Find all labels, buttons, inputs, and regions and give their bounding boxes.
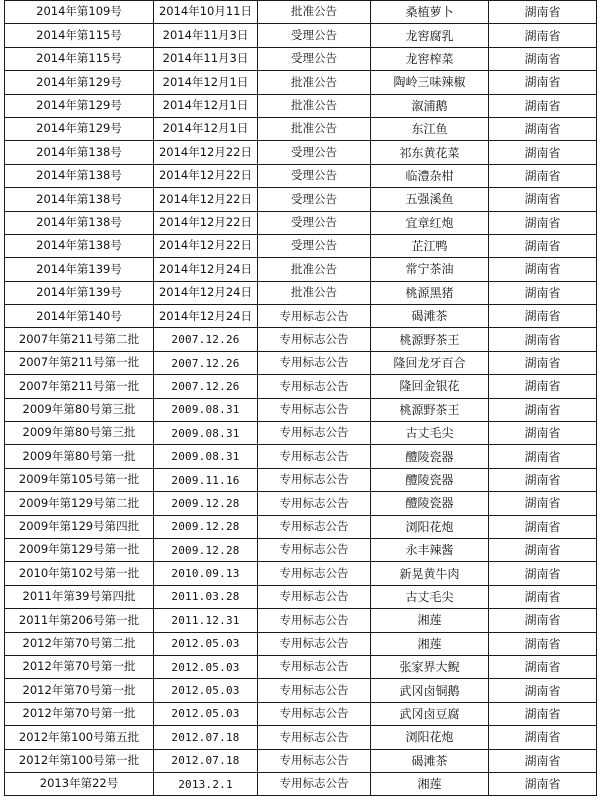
announcement-date-cell: 2014年10月11日 (154, 1, 258, 24)
table-row (5, 445, 597, 468)
province-cell: 湖南省 (489, 305, 597, 328)
announcement-number-cell: 2014年第115号 (5, 24, 154, 47)
announcement-type-cell: 批准公告 (258, 1, 371, 24)
table-row (5, 141, 597, 164)
announcement-type-cell: 专用标志公告 (258, 609, 371, 632)
province-cell: 湖南省 (489, 351, 597, 374)
announcement-date-cell: 2011.12.31 (154, 609, 258, 632)
province-cell: 湖南省 (489, 281, 597, 304)
table-row (5, 609, 597, 632)
product-name-cell: 古丈毛尖 (371, 422, 489, 445)
announcement-number-cell: 2014年第129号 (5, 71, 154, 94)
announcement-date-cell: 2010.09.13 (154, 562, 258, 585)
product-name-cell: 武冈卤豆腐 (371, 702, 489, 725)
announcement-type-cell: 专用标志公告 (258, 445, 371, 468)
announcement-type-cell: 专用标志公告 (258, 515, 371, 538)
announcement-date-cell: 2013.2.1 (154, 772, 258, 795)
province-cell: 湖南省 (489, 445, 597, 468)
table-row (5, 71, 597, 94)
announcement-type-cell: 专用标志公告 (258, 702, 371, 725)
announcement-number-cell: 2014年第140号 (5, 305, 154, 328)
product-name-cell: 湘莲 (371, 772, 489, 795)
product-name-cell: 浏阳花炮 (371, 726, 489, 749)
product-name-cell: 祁东黄花菜 (371, 141, 489, 164)
announcement-type-cell: 专用标志公告 (258, 468, 371, 491)
announcement-date-cell: 2014年12月22日 (154, 211, 258, 234)
announcement-date-cell: 2014年12月24日 (154, 281, 258, 304)
announcement-type-cell: 批准公告 (258, 94, 371, 117)
table-row (5, 117, 597, 140)
table-row (5, 562, 597, 585)
product-name-cell: 碣滩茶 (371, 749, 489, 772)
announcement-type-cell: 专用标志公告 (258, 422, 371, 445)
announcement-type-cell: 受理公告 (258, 141, 371, 164)
announcement-date-cell: 2007.12.26 (154, 375, 258, 398)
table-row (5, 305, 597, 328)
announcement-number-cell: 2009年第129号第一批 (5, 538, 154, 561)
announcement-number-cell: 2009年第80号第三批 (5, 422, 154, 445)
product-name-cell: 湘莲 (371, 632, 489, 655)
province-cell: 湖南省 (489, 141, 597, 164)
province-cell: 湖南省 (489, 515, 597, 538)
announcement-type-cell: 专用标志公告 (258, 655, 371, 678)
product-name-cell: 桃源野茶王 (371, 328, 489, 351)
announcement-number-cell: 2014年第139号 (5, 281, 154, 304)
province-cell: 湖南省 (489, 328, 597, 351)
province-cell: 湖南省 (489, 632, 597, 655)
announcement-type-cell: 批准公告 (258, 117, 371, 140)
table-row (5, 258, 597, 281)
announcement-number-cell: 2009年第105号第一批 (5, 468, 154, 491)
product-name-cell: 宜章红炮 (371, 211, 489, 234)
table-row (5, 1, 597, 24)
province-cell: 湖南省 (489, 94, 597, 117)
announcement-number-cell: 2010年第102号第一批 (5, 562, 154, 585)
product-name-cell: 临澧杂柑 (371, 164, 489, 187)
announcement-number-cell: 2014年第138号 (5, 141, 154, 164)
product-name-cell: 武冈卤铜鹅 (371, 679, 489, 702)
announcement-date-cell: 2009.11.16 (154, 468, 258, 491)
product-name-cell: 溆浦鹅 (371, 94, 489, 117)
province-cell: 湖南省 (489, 562, 597, 585)
announcement-number-cell: 2012年第70号第一批 (5, 655, 154, 678)
product-name-cell: 古丈毛尖 (371, 585, 489, 608)
province-cell: 湖南省 (489, 164, 597, 187)
province-cell: 湖南省 (489, 258, 597, 281)
province-cell: 湖南省 (489, 585, 597, 608)
announcement-type-cell: 批准公告 (258, 281, 371, 304)
announcement-type-cell: 专用标志公告 (258, 585, 371, 608)
province-cell: 湖南省 (489, 188, 597, 211)
product-name-cell: 五强溪鱼 (371, 188, 489, 211)
announcement-number-cell: 2009年第80号第三批 (5, 398, 154, 421)
product-name-cell: 隆回金银花 (371, 375, 489, 398)
table-row (5, 164, 597, 187)
table-row (5, 726, 597, 749)
announcement-number-cell: 2013年第22号 (5, 772, 154, 795)
announcement-date-cell: 2009.12.28 (154, 492, 258, 515)
announcement-table-body (5, 1, 597, 796)
table-row (5, 679, 597, 702)
announcement-date-cell: 2009.08.31 (154, 445, 258, 468)
province-cell: 湖南省 (489, 422, 597, 445)
table-row (5, 702, 597, 725)
table-row (5, 632, 597, 655)
table-row (5, 468, 597, 491)
announcement-date-cell: 2014年12月24日 (154, 258, 258, 281)
announcement-type-cell: 受理公告 (258, 47, 371, 70)
table-row (5, 492, 597, 515)
announcement-number-cell: 2009年第80号第一批 (5, 445, 154, 468)
product-name-cell: 醴陵瓷器 (371, 445, 489, 468)
product-name-cell: 隆回龙牙百合 (371, 351, 489, 374)
announcement-type-cell: 专用标志公告 (258, 562, 371, 585)
announcement-date-cell: 2014年12月22日 (154, 188, 258, 211)
province-cell: 湖南省 (489, 702, 597, 725)
announcement-number-cell: 2014年第138号 (5, 164, 154, 187)
province-cell: 湖南省 (489, 749, 597, 772)
announcement-number-cell: 2014年第115号 (5, 47, 154, 70)
announcement-type-cell: 专用标志公告 (258, 398, 371, 421)
announcement-date-cell: 2014年12月22日 (154, 164, 258, 187)
announcement-date-cell: 2012.05.03 (154, 679, 258, 702)
announcement-number-cell: 2012年第70号第一批 (5, 702, 154, 725)
announcement-type-cell: 专用标志公告 (258, 492, 371, 515)
announcement-type-cell: 专用标志公告 (258, 328, 371, 351)
announcement-date-cell: 2012.05.03 (154, 655, 258, 678)
announcement-number-cell: 2007年第211号第一批 (5, 351, 154, 374)
announcement-number-cell: 2014年第138号 (5, 211, 154, 234)
table-row (5, 375, 597, 398)
announcement-type-cell: 专用标志公告 (258, 351, 371, 374)
province-cell: 湖南省 (489, 679, 597, 702)
announcement-type-cell: 受理公告 (258, 234, 371, 257)
product-name-cell: 永丰辣酱 (371, 538, 489, 561)
announcement-number-cell: 2012年第70号第二批 (5, 632, 154, 655)
product-name-cell: 碣滩茶 (371, 305, 489, 328)
announcement-type-cell: 专用标志公告 (258, 632, 371, 655)
province-cell: 湖南省 (489, 609, 597, 632)
announcement-number-cell: 2014年第138号 (5, 234, 154, 257)
table-row (5, 422, 597, 445)
announcement-number-cell: 2014年第129号 (5, 117, 154, 140)
announcement-date-cell: 2014年12月22日 (154, 234, 258, 257)
table-row (5, 328, 597, 351)
product-name-cell: 湘莲 (371, 609, 489, 632)
announcement-date-cell: 2014年12月1日 (154, 71, 258, 94)
announcement-date-cell: 2012.07.18 (154, 726, 258, 749)
announcement-date-cell: 2014年12月1日 (154, 94, 258, 117)
table-row (5, 47, 597, 70)
announcement-type-cell: 受理公告 (258, 24, 371, 47)
table-row (5, 188, 597, 211)
announcement-number-cell: 2014年第129号 (5, 94, 154, 117)
announcement-date-cell: 2014年11月3日 (154, 24, 258, 47)
province-cell: 湖南省 (489, 71, 597, 94)
product-name-cell: 陶岭三味辣椒 (371, 71, 489, 94)
announcement-date-cell: 2014年12月1日 (154, 117, 258, 140)
announcement-date-cell: 2007.12.26 (154, 328, 258, 351)
product-name-cell: 醴陵瓷器 (371, 468, 489, 491)
product-name-cell: 新晃黄牛肉 (371, 562, 489, 585)
announcement-number-cell: 2011年第39号第四批 (5, 585, 154, 608)
province-cell: 湖南省 (489, 117, 597, 140)
product-name-cell: 醴陵瓷器 (371, 492, 489, 515)
announcement-number-cell: 2009年第129号第四批 (5, 515, 154, 538)
product-name-cell: 浏阳花炮 (371, 515, 489, 538)
product-name-cell: 龙窖腐乳 (371, 24, 489, 47)
announcement-date-cell: 2009.08.31 (154, 422, 258, 445)
announcement-number-cell: 2009年第129号第二批 (5, 492, 154, 515)
table-row (5, 211, 597, 234)
province-cell: 湖南省 (489, 234, 597, 257)
announcement-number-cell: 2014年第138号 (5, 188, 154, 211)
announcement-type-cell: 专用标志公告 (258, 772, 371, 795)
announcement-date-cell: 2012.07.18 (154, 749, 258, 772)
announcement-type-cell: 专用标志公告 (258, 749, 371, 772)
announcement-number-cell: 2012年第100号第五批 (5, 726, 154, 749)
announcement-date-cell: 2007.12.26 (154, 351, 258, 374)
announcement-type-cell: 批准公告 (258, 258, 371, 281)
table-row (5, 749, 597, 772)
table-row (5, 398, 597, 421)
announcement-number-cell: 2012年第100号第一批 (5, 749, 154, 772)
table-row (5, 538, 597, 561)
announcement-date-cell: 2009.12.28 (154, 538, 258, 561)
province-cell: 湖南省 (489, 468, 597, 491)
announcement-date-cell: 2009.12.28 (154, 515, 258, 538)
announcement-date-cell: 2011.03.28 (154, 585, 258, 608)
product-name-cell: 桑植萝卜 (371, 1, 489, 24)
province-cell: 湖南省 (489, 47, 597, 70)
announcement-type-cell: 专用标志公告 (258, 726, 371, 749)
announcement-number-cell: 2011年第206号第一批 (5, 609, 154, 632)
announcement-type-cell: 批准公告 (258, 71, 371, 94)
province-cell: 湖南省 (489, 211, 597, 234)
announcement-number-cell: 2014年第109号 (5, 1, 154, 24)
province-cell: 湖南省 (489, 538, 597, 561)
table-row (5, 94, 597, 117)
announcement-type-cell: 受理公告 (258, 211, 371, 234)
announcement-date-cell: 2012.05.03 (154, 632, 258, 655)
announcement-type-cell: 专用标志公告 (258, 538, 371, 561)
table-row (5, 24, 597, 47)
province-cell: 湖南省 (489, 726, 597, 749)
announcement-number-cell: 2014年第139号 (5, 258, 154, 281)
product-name-cell: 桃源黑猪 (371, 281, 489, 304)
announcement-date-cell: 2014年12月24日 (154, 305, 258, 328)
announcement-number-cell: 2012年第70号第一批 (5, 679, 154, 702)
table-row (5, 351, 597, 374)
announcement-number-cell: 2007年第211号第一批 (5, 375, 154, 398)
product-name-cell: 桃源野茶王 (371, 398, 489, 421)
announcement-date-cell: 2014年11月3日 (154, 47, 258, 70)
announcement-type-cell: 受理公告 (258, 188, 371, 211)
province-cell: 湖南省 (489, 375, 597, 398)
province-cell: 湖南省 (489, 772, 597, 795)
table-row (5, 772, 597, 795)
product-name-cell: 常宁茶油 (371, 258, 489, 281)
table-row (5, 655, 597, 678)
product-name-cell: 龙窖榨菜 (371, 47, 489, 70)
announcement-type-cell: 专用标志公告 (258, 375, 371, 398)
announcement-table (4, 0, 597, 796)
announcement-type-cell: 受理公告 (258, 164, 371, 187)
province-cell: 湖南省 (489, 24, 597, 47)
table-row (5, 281, 597, 304)
announcement-date-cell: 2014年12月22日 (154, 141, 258, 164)
province-cell: 湖南省 (489, 655, 597, 678)
table-row (5, 515, 597, 538)
province-cell: 湖南省 (489, 1, 597, 24)
province-cell: 湖南省 (489, 398, 597, 421)
announcement-type-cell: 专用标志公告 (258, 305, 371, 328)
table-row (5, 234, 597, 257)
province-cell: 湖南省 (489, 492, 597, 515)
announcement-date-cell: 2012.05.03 (154, 702, 258, 725)
table-row (5, 585, 597, 608)
announcement-number-cell: 2007年第211号第二批 (5, 328, 154, 351)
product-name-cell: 芷江鸭 (371, 234, 489, 257)
product-name-cell: 东江鱼 (371, 117, 489, 140)
announcement-type-cell: 专用标志公告 (258, 679, 371, 702)
announcement-date-cell: 2009.08.31 (154, 398, 258, 421)
product-name-cell: 张家界大鲵 (371, 655, 489, 678)
